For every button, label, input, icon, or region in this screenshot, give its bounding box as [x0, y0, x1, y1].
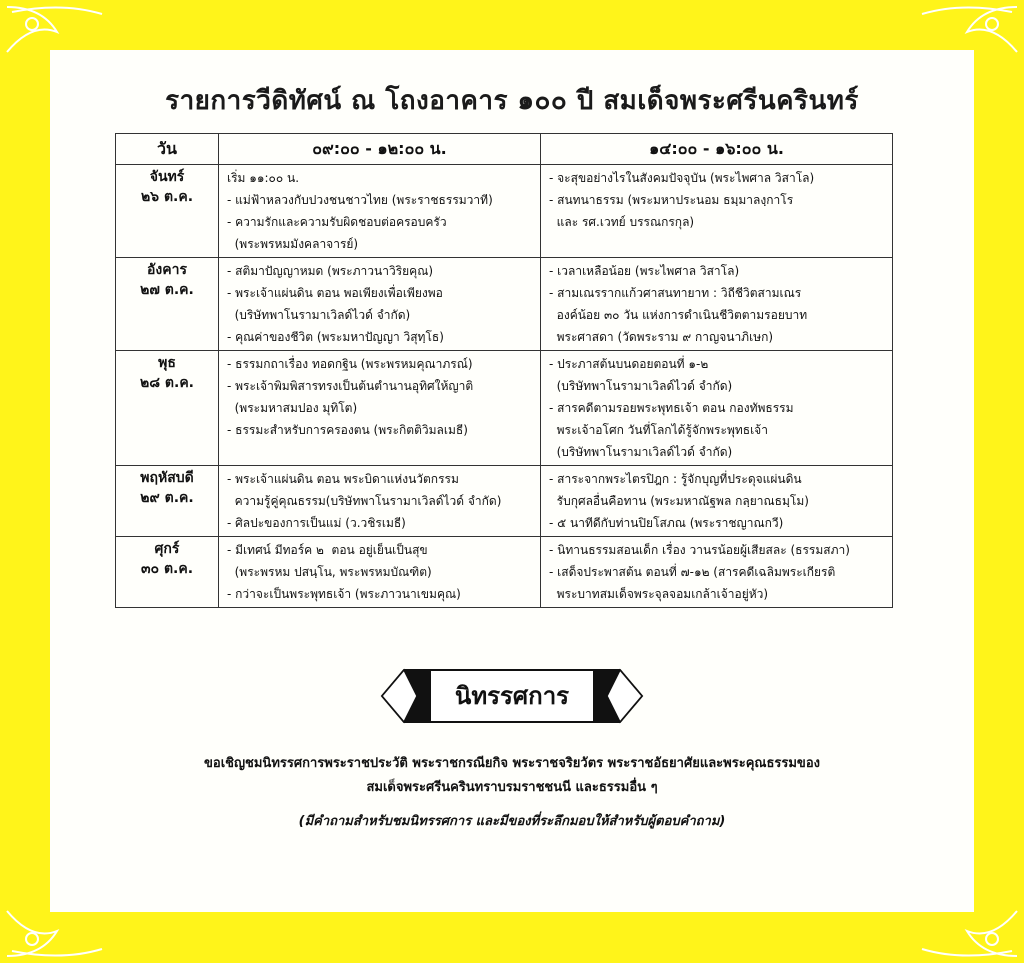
- program-line: - เวลาเหลือน้อย (พระไพศาล วิสาโล): [549, 264, 740, 278]
- day-name: อังคาร: [147, 262, 187, 278]
- afternoon-cell: [541, 258, 893, 351]
- program-line: - สติมาปัญญาหมด (พระภาวนาวิริยคุณ): [227, 264, 434, 278]
- morning-cell: [219, 165, 541, 258]
- program-line: และ รศ.เวทย์ บรรณกรกุล): [549, 215, 695, 229]
- day-cell: [116, 466, 219, 537]
- program-line: (พระพรหม ปสนฺโน, พระพรหมบัณฑิต): [227, 565, 432, 579]
- program-line: พระศาสดา (วัดพระราม ๙ กาญจนาภิเษก): [549, 330, 774, 344]
- program-line: - ศิลปะของการเป็นแม่ (ว.วชิรเมธี): [227, 516, 406, 530]
- day-date: ๒๘ ต.ค.: [140, 375, 194, 391]
- program-line: รับกุศลอื่นคือทาน (พระมหาณัฐพล กลฺยาณธมฺโม): [549, 494, 809, 508]
- day-date: ๓๐ ต.ค.: [140, 561, 194, 577]
- program-line: - พระเจ้าแผ่นดิน ตอน พอเพียงเพื่อเพียงพอ: [227, 286, 443, 300]
- day-cell: [116, 351, 219, 466]
- program-line: - พระเจ้าแผ่นดิน ตอน พระบิดาแห่งนวัตกรรม: [227, 472, 459, 486]
- program-line: - ประภาสต้นบนดอยตอนที่ ๑-๒: [549, 357, 709, 371]
- morning-cell: [219, 351, 541, 466]
- program-line: (บริษัทพาโนรามาเวิลด์ไวด์ จำกัด): [549, 379, 733, 393]
- header-morning: ๐๙:๐๐ - ๑๒:๐๐ น.: [219, 134, 541, 165]
- program-line: เริ่ม ๑๑:๐๐ น.: [227, 171, 300, 185]
- program-line: พระเจ้าอโศก วันที่โลกได้รู้จักพระพุทธเจ้า: [549, 423, 768, 437]
- table-row: [116, 165, 893, 258]
- morning-cell: [219, 258, 541, 351]
- program-line: - ความรักและความรับผิดชอบต่อครอบครัว: [227, 215, 447, 229]
- afternoon-cell: [541, 537, 893, 608]
- table-row: [116, 258, 893, 351]
- page-title: รายการวีดิทัศน์ ณ โถงอาคาร ๑๐๐ ปี สมเด็จพระศรีนครินทร์: [165, 86, 859, 116]
- program-line: - สารคดีตามรอยพระพุทธเจ้า ตอน กองทัพธรรม: [549, 401, 794, 415]
- program-line: พระบาทสมเด็จพระจุลจอมเกล้าเจ้าอยู่หัว): [549, 587, 769, 601]
- program-line: - คุณค่าของชีวิต (พระมหาปัญญา วิสุทฺโธ): [227, 330, 444, 344]
- day-date: ๒๖ ต.ค.: [140, 189, 194, 205]
- day-date: ๒๙ ต.ค.: [140, 490, 194, 506]
- day-name: พฤหัสบดี: [140, 470, 194, 486]
- morning-cell: [219, 466, 541, 537]
- day-date: ๒๗ ต.ค.: [140, 282, 194, 298]
- exhibition-label: นิทรรศการ: [454, 682, 570, 710]
- day-name: ศุกร์: [154, 541, 180, 557]
- morning-cell: [219, 537, 541, 608]
- program-line: - กว่าจะเป็นพระพุทธเจ้า (พระภาวนาเขมคุณ): [227, 587, 461, 601]
- afternoon-cell: [541, 351, 893, 466]
- program-line: - จะสุขอย่างไรในสังคมปัจจุบัน (พระไพศาล วิสาโล): [549, 171, 815, 185]
- program-line: - สาระจากพระไตรปิฎก : รู้จักบุญที่ประดุจแผ่นดิน: [549, 472, 802, 486]
- program-line: (บริษัทพาโนรามาเวิลด์ไวด์ จำกัด): [227, 308, 411, 322]
- header-day: วัน: [116, 134, 219, 165]
- program-line: ความรู้คู่คุณธรรม(บริษัทพาโนรามาเวิลด์ไวด์ จำกัด): [227, 494, 502, 508]
- program-line: - พระเจ้าพิมพิสารทรงเป็นต้นตำนานอุทิศให้ญาติ: [227, 379, 474, 393]
- table-header-row: [116, 134, 893, 165]
- table-row: [116, 537, 893, 608]
- program-line: (พระมหาสมปอง มุทิโต): [227, 401, 358, 415]
- program-line: - ธรรมะสำหรับการครองตน (พระกิตติวิมลเมธี): [227, 423, 468, 437]
- program-line: - นิทานธรรมสอนเด็ก เรื่อง วานรน้อยผู้เสียสละ (ธรรมสภา): [549, 543, 850, 557]
- day-cell: [116, 165, 219, 258]
- program-line: (บริษัทพาโนรามาเวิลด์ไวด์ จำกัด): [549, 445, 733, 459]
- program-line: - สามเณรรากแก้วศาสนทายาท : วิถีชีวิตสามเณร: [549, 286, 802, 300]
- afternoon-cell: [541, 165, 893, 258]
- program-line: - มีเทศน์ มีทอร์ค ๒ ตอน อยู่เย็นเป็นสุข: [227, 543, 428, 557]
- program-line: - แม่ฟ้าหลวงกับปวงชนชาวไทย (พระราชธรรมวาที): [227, 193, 493, 207]
- exhibition-text-line2: สมเด็จพระศรีนครินทราบรมราชชนนี และธรรมอื่น ๆ: [366, 780, 658, 795]
- day-cell: [116, 537, 219, 608]
- schedule-table: [115, 133, 893, 608]
- afternoon-cell: [541, 466, 893, 537]
- program-line: องค์น้อย ๓๐ วัน แห่งการดำเนินชีวิตตามรอยบาท: [549, 308, 808, 322]
- header-afternoon: ๑๔:๐๐ - ๑๖:๐๐ น.: [541, 134, 893, 165]
- day-name: จันทร์: [149, 169, 185, 185]
- program-line: (พระพรหมมังคลาจารย์): [227, 237, 359, 251]
- table-row: [116, 351, 893, 466]
- exhibition-note: (มีคำถามสำหรับชมนิทรรศการ และมีของที่ระลึกมอบให้สำหรับผู้ตอบคำถาม): [298, 814, 726, 829]
- exhibition-text-line1: ขอเชิญชมนิทรรศการพระราชประวัติ พระราชกรณียกิจ พระราชจริยวัตร พระราชอัธยาศัยและพระคุณธรรมของ: [204, 756, 820, 771]
- table-row: [116, 466, 893, 537]
- program-line: - เสด็จประพาสต้น ตอนที่ ๗-๑๒ (สารคดีเฉลิมพระเกียรติ: [549, 565, 836, 579]
- program-line: - ๕ นาทีดีกับท่านปิยโสภณ (พระราชญาณกวี): [549, 516, 784, 530]
- program-line: - ธรรมกถาเรื่อง ทอดกฐิน (พระพรหมคุณาภรณ์): [227, 357, 473, 371]
- program-line: - สนทนาธรรม (พระมหาประนอม ธมฺมาลงฺกาโร: [549, 193, 794, 207]
- day-name: พุธ: [158, 355, 176, 371]
- day-cell: [116, 258, 219, 351]
